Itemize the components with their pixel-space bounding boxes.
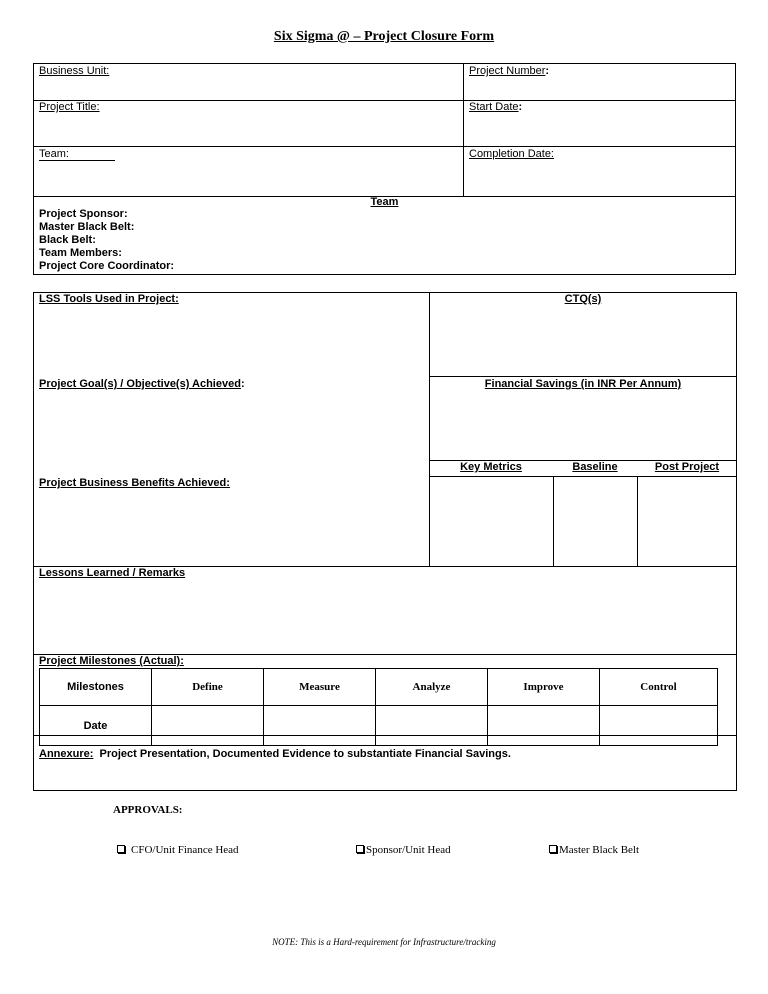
ctq-heading: CTQ(s) xyxy=(564,293,602,305)
annexure-line: Annexure: Project Presentation, Documented Evidence to substantiate Financial Savings. xyxy=(39,748,511,760)
milestone-improve: Improve xyxy=(488,669,600,706)
completion-date-label: Completion Date: xyxy=(469,148,554,160)
lss-tools-label: LSS Tools Used in Project: xyxy=(39,293,179,305)
milestones-table xyxy=(39,668,718,746)
business-unit-label: Business Unit: xyxy=(39,65,110,77)
milestones-row-label: Milestones xyxy=(40,669,152,706)
date-cell-control[interactable] xyxy=(600,706,718,746)
baseline-header: Baseline xyxy=(572,461,618,473)
start-date-label: Start Date: xyxy=(469,101,523,113)
milestones-heading: Project Milestones (Actual): xyxy=(39,655,184,667)
project-title-label: Project Title: xyxy=(39,101,100,113)
date-cell-improve[interactable] xyxy=(488,706,600,746)
checkbox-icon[interactable] xyxy=(117,845,125,853)
team-label: Team: xyxy=(39,148,115,161)
milestone-analyze: Analyze xyxy=(376,669,488,706)
date-cell-define[interactable] xyxy=(152,706,264,746)
post-project-header: Post Project xyxy=(654,461,720,473)
checkbox-icon[interactable] xyxy=(549,845,557,853)
role-black-belt: Black Belt: xyxy=(39,234,96,246)
date-row-label: Date xyxy=(40,706,152,746)
approvals-heading: APPROVALS: xyxy=(113,804,183,816)
financial-savings-heading: Financial Savings (in INR Per Annum) xyxy=(484,378,682,390)
team-heading: Team xyxy=(370,196,399,208)
business-benefits-label: Project Business Benefits Achieved: xyxy=(39,477,230,489)
checkbox-icon[interactable] xyxy=(356,845,364,853)
lessons-learned-label: Lessons Learned / Remarks xyxy=(39,567,186,579)
role-project-core-coordinator: Project Core Coordinator: xyxy=(39,260,175,272)
goals-label: Project Goal(s) / Objective(s) Achieved: xyxy=(39,378,245,390)
key-metrics-header: Key Metrics xyxy=(460,461,522,473)
approval-sponsor[interactable]: Sponsor/Unit Head xyxy=(356,844,451,856)
date-cell-measure[interactable] xyxy=(264,706,376,746)
role-project-sponsor: Project Sponsor: xyxy=(39,208,128,220)
milestone-define: Define xyxy=(152,669,264,706)
footer-note: NOTE: This is a Hard-requirement for Infrastructure/tracking xyxy=(272,937,496,947)
header-section xyxy=(33,63,736,275)
form-title: Six Sigma @ – Project Closure Form xyxy=(273,29,495,44)
milestone-measure: Measure xyxy=(264,669,376,706)
role-master-black-belt: Master Black Belt: xyxy=(39,221,135,233)
approval-master-black-belt[interactable]: Master Black Belt xyxy=(549,844,639,856)
date-cell-analyze[interactable] xyxy=(376,706,488,746)
milestone-control: Control xyxy=(600,669,718,706)
role-team-members: Team Members: xyxy=(39,247,122,259)
project-number-label: Project Number: xyxy=(469,65,550,77)
approval-cfo[interactable]: CFO/Unit Finance Head xyxy=(117,844,239,856)
